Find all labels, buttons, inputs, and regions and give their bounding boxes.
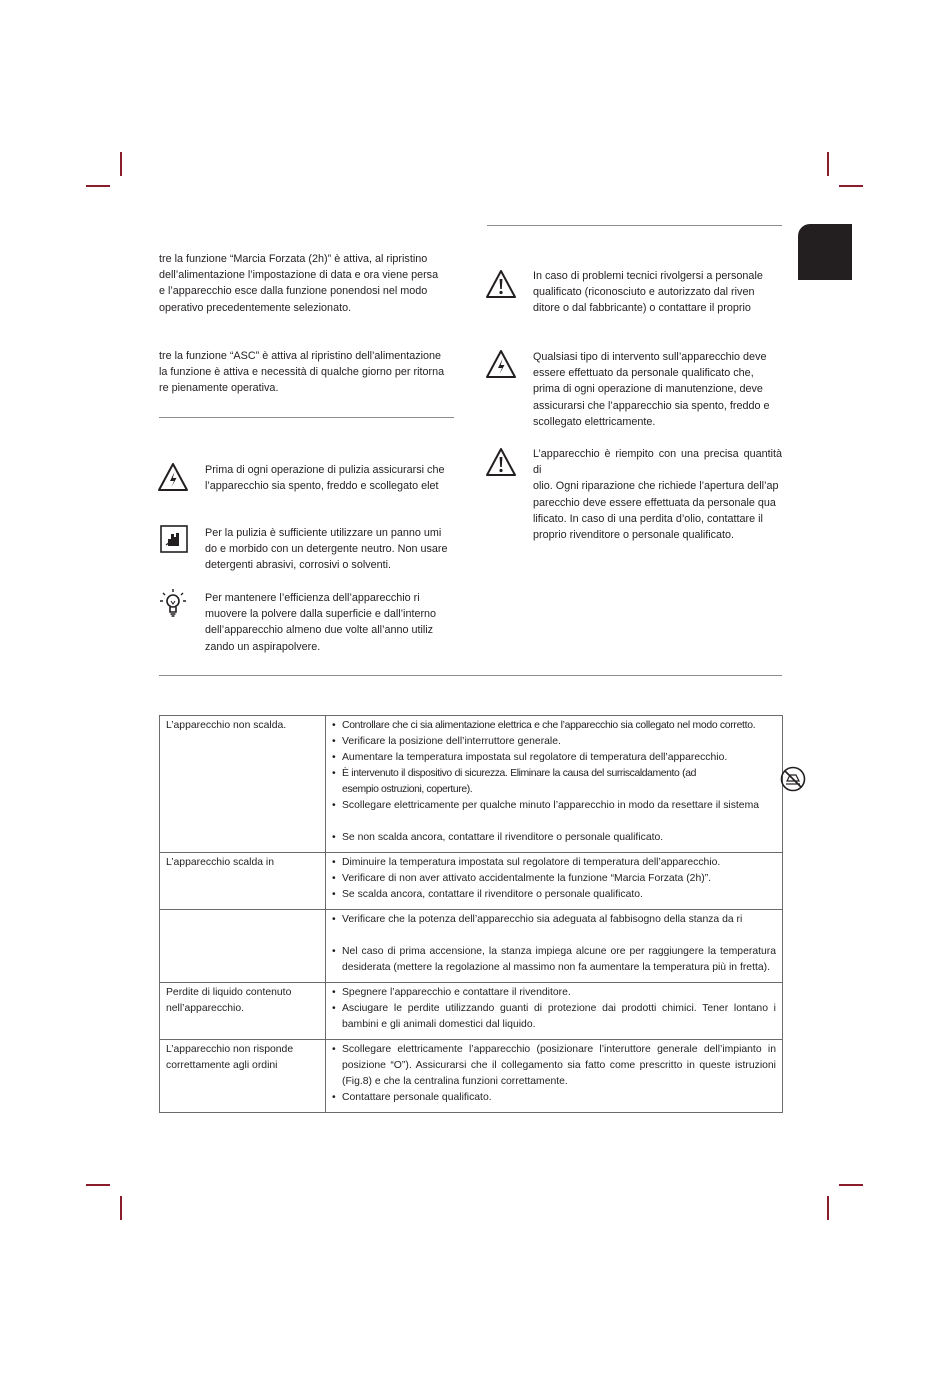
- cleaning-instructions-note: Per la pulizia è sufficiente utilizzare un panno umi do e morbido con un detergente neutro. Non usare detergenti abrasivi, corrosivi o solventi.: [205, 527, 448, 572]
- qualified-personnel-note: Qualsiasi tipo di intervento sull’apparecchio deve essere effettuato da personale qualificato che, prima di ogni operazione di manutenzione, deve assicurarsi che l’apparecchio sia spento, freddo e scollegato elettricamente.: [533, 351, 770, 428]
- general-warning-icon: [485, 447, 517, 477]
- remedy-cell: [326, 853, 783, 910]
- chapter-thumb-tab: [798, 224, 852, 280]
- list-item: • Se non scalda ancora, contattare il rivenditore o personale qualificato.: [332, 830, 776, 846]
- problem-cell: L’apparecchio non scalda.: [160, 716, 326, 853]
- list-item: • Aumentare la temperatura impostata sul regolatore di temperatura dell’apparecchio.: [332, 750, 776, 766]
- technical-problems-note: In caso di problemi tecnici rivolgersi a personale qualificato (riconosciuto e autorizzato dal riven ditore o dal fabbricante) o contattare il proprio: [533, 270, 763, 315]
- remedy-cell: [326, 983, 783, 1040]
- list-item: • Verificare la posizione dell’interruttore generale.: [332, 734, 776, 750]
- crop-mark: [827, 152, 829, 176]
- crop-mark: [120, 152, 122, 176]
- power-restore-asc-text: tre la funzione “ASC” è attiva al ripristino dell’alimentazione la funzione è attiva e necessità di qualche giorno per ritorna re pienamente operativa.: [159, 350, 445, 395]
- electric-shock-warning-icon: [157, 462, 189, 492]
- crop-mark: [839, 1184, 863, 1186]
- list-item: • Controllare che ci sia alimentazione elettrica e che l’apparecchio sia collegato nel modo corretto.: [332, 718, 776, 734]
- crop-mark: [86, 185, 110, 187]
- problem-cell: L’apparecchio scalda in: [160, 853, 326, 910]
- table-row: [160, 1040, 783, 1113]
- problem-cell: Perdite di liquido contenuto nell’apparecchio.: [160, 983, 326, 1040]
- table-row: [160, 853, 783, 910]
- list-item: • Spegnere l’apparecchio e contattare il rivenditore.: [332, 985, 776, 1001]
- section-divider: [159, 417, 454, 418]
- list-item: • Verificare che la potenza dell’apparecchio sia adeguata al fabbisogno della stanza da ri: [332, 912, 776, 928]
- list-item: • Scollegare elettricamente l’apparecchio (posizionare l’interuttore generale dell’impianto in posizione “O”). Assicurarsi che il collegamento sia fatto come prescritto in queste istruzioni (Fig.8) e che la centralina funzioni correttamente.: [332, 1042, 776, 1090]
- section-divider: [159, 675, 782, 676]
- crop-mark: [839, 185, 863, 187]
- do-not-cover-icon: [780, 766, 806, 792]
- list-item: • Asciugare le perdite utilizzando guanti di protezione dai prodotti chimici. Tener lontano i bambini e gli animali domestici dal liquido.: [332, 1001, 776, 1033]
- crop-mark: [120, 1196, 122, 1220]
- list-item: • Diminuire la temperatura impostata sul regolatore di temperatura dell’apparecchio.: [332, 855, 776, 871]
- power-restore-forced-mode-text: tre la funzione “Marcia Forzata (2h)” è attiva, al ripristino dell’alimentazione l’impostazione di data e ora viene persa e l’apparecchio esce dalla funzione ponendosi nel modo operativo precedentemente selezionato.: [159, 253, 439, 314]
- list-item: • Contattare personale qualificato.: [332, 1090, 776, 1106]
- section-divider: [487, 225, 782, 226]
- cleaning-cloth-icon: [160, 525, 188, 553]
- remedy-cell: [326, 1040, 783, 1113]
- cleaning-safety-note: Prima di ogni operazione di pulizia assicurarsi che l’apparecchio sia spento, freddo e scollegato elet: [205, 464, 445, 493]
- maintenance-tip-note: Per mantenere l’efficienza dell’apparecchio ri muovere la polvere dalla superficie e dall’interno dell’apparecchio almeno due volte all’anno utiliz zando un aspirapolvere.: [205, 592, 437, 653]
- remedy-cell: [326, 716, 783, 853]
- table-row: [160, 716, 783, 853]
- general-warning-icon: [485, 269, 517, 299]
- list-item: • Scollegare elettricamente per qualche minuto l’apparecchio in modo da resettare il sistema: [332, 798, 776, 814]
- list-item: • Verificare di non aver attivato accidentalmente la funzione “Marcia Forzata (2h)”.: [332, 871, 776, 887]
- electric-shock-warning-icon: [485, 349, 517, 379]
- list-item: • Nel caso di prima accensione, la stanza impiega alcune ore per raggiungere la temperatura desiderata (mettere la regolazione al massimo non fa aumentare la temperatura più in fretta).: [332, 944, 776, 976]
- crop-mark: [86, 1184, 110, 1186]
- lightbulb-tip-icon: [158, 588, 188, 620]
- list-item: • Se scalda ancora, contattare il rivenditore o personale qualificato.: [332, 887, 776, 903]
- troubleshooting-table: [159, 715, 783, 1113]
- remedy-cell: [326, 910, 783, 983]
- table-row: [160, 910, 783, 983]
- problem-cell: L’apparecchio non risponde correttamente agli ordini: [160, 1040, 326, 1113]
- list-item: • È intervenuto il dispositivo di sicurezza. Eliminare la causa del surriscaldamento (ad esempio ostruzioni, coperture).: [332, 766, 776, 798]
- problem-cell: [160, 910, 326, 983]
- oil-filled-note: L’apparecchio è riempito con una precisa quantità di olio. Ogni riparazione che richiede l’apertura dell’ap parecchio deve essere effettuata da personale qua lificato. In caso di una perdita d’olio, contattare il proprio rivenditore o personale qualificato.: [533, 448, 782, 542]
- table-row: [160, 983, 783, 1040]
- crop-mark: [827, 1196, 829, 1220]
